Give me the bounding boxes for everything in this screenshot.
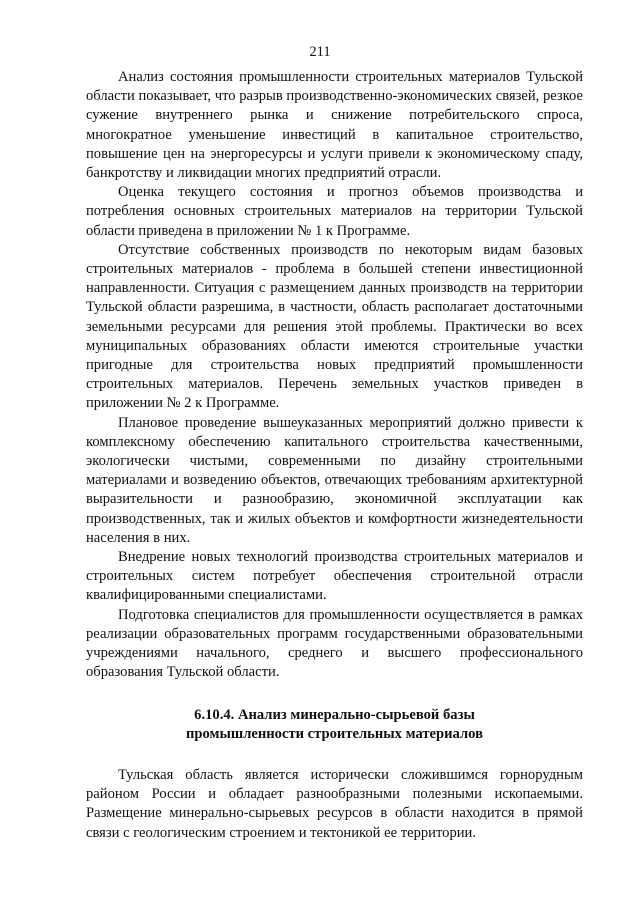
section-heading-line-2: промышленности строительных материалов <box>186 725 483 742</box>
paragraph: Анализ состояния промышленности строительных материалов Тульской области показывает, что разрыв производственно-экономических связей, резкое сужение внутреннего рынка и снижение потребительского спроса, многократное уменьшение инвестиций в капитальное строительство, повышение цен на энергоресурсы и услуги привели к экономическому спаду, банкротству и ликвидации многих предприятий отрасли. <box>86 69 583 182</box>
paragraph: Внедрение новых технологий производства строительных материалов и строительных систем потребует обеспечения строительной отрасли квалифицированными специалистами. <box>86 549 583 604</box>
section-heading-line-1: 6.10.4. Анализ минерально-сырьевой базы <box>194 706 475 723</box>
paragraph: Тульская область является исторически сложившимся горнорудным районом России и обладает разнообразными полезными ископаемыми. Размещение минерально-сырьевых ресурсов в области находится в прямой связи с геологическим строением и тектоникой ее территории. <box>86 766 583 841</box>
section-heading <box>86 706 583 744</box>
paragraph: Плановое проведение вышеуказанных мероприятий должно привести к комплексному обеспечению капитального строительства качественными, экологически чистыми, современными по дизайну строительными материалами и возведению объектов, отвечающих требованиям архитектурной выразительности и разнообразию, экономичной эксплуатации как производственных, так и жилых объектов и комфортности жизнедеятельности населения в них. <box>86 414 583 546</box>
document-body <box>86 68 583 843</box>
paragraph: Оценка текущего состояния и прогноз объемов производства и потребления основных строительных материалов на территории Тульской области приведена в приложении № 1 к Программе. <box>86 184 583 239</box>
paragraph: Подготовка специалистов для промышленности осуществляется в рамках реализации образовательных программ государственными образовательными учреждениями начального, среднего и высшего профессионального образования Тульской области. <box>86 606 583 681</box>
paragraph: Отсутствие собственных производств по некоторым видам базовых строительных материалов - проблема в большей степени инвестиционной направленности. Ситуация с размещением данных производств на территории Тульской области разрешима, в частности, область располагает достаточными земельными ресурсами для решения этой проблемы. Практически во всех муниципальных образованиях области имеются строительные участки пригодные для строительства новых предприятий промышленности строительных материалов. Перечень земельных участков приведен в приложении № 2 к Программе. <box>86 241 583 412</box>
page-number: 211 <box>309 44 331 60</box>
